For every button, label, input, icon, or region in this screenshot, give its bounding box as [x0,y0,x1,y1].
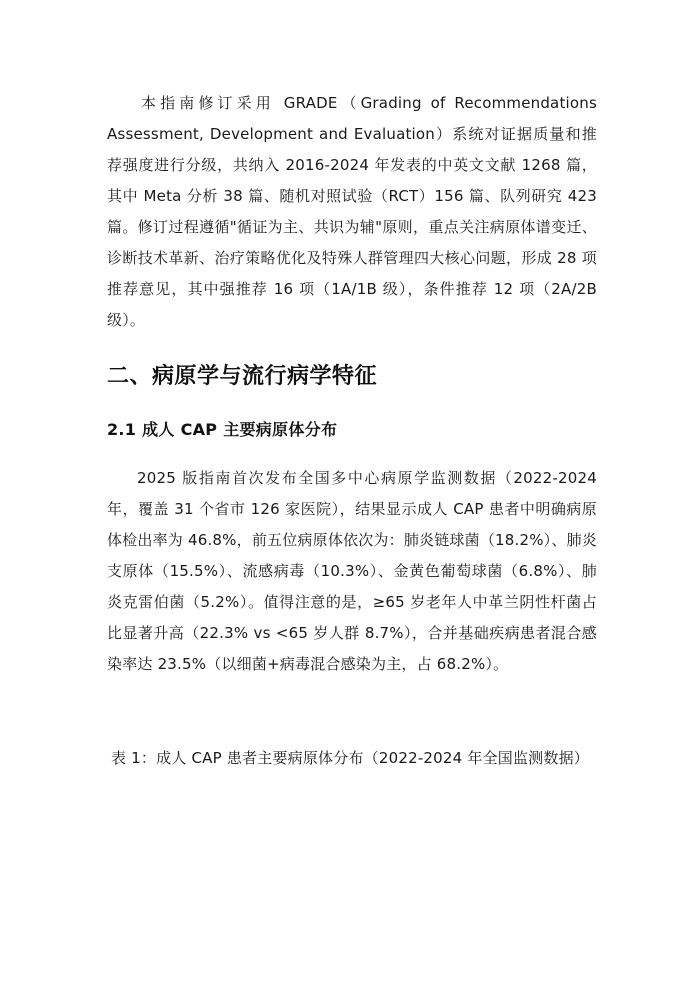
section-heading: 二、病原学与流行病学特征 [107,364,378,389]
subsection-heading: 2.1 成人 CAP 主要病原体分布 [107,420,338,439]
pathogen-paragraph [107,463,597,680]
intro-paragraph-text: 本指南修订采用 GRADE（Grading of Recommendations Assessment, Development and Evaluation）系统对证据质量和推荐强度进行分级，共纳入 2016-2024 年发表的中英文文献 1268 篇，其中 Meta 分析 38 篇、随机对照试验（RCT）156 篇、队列研究 423 篇。修订过程遵循"循证为主、共识为辅"原则，重点关注病原体谱变迁、诊断技术革新、治疗策略优化及特殊人群管理四大核心问题，形成 28 项推荐意见，其中强推荐 16 项（1A/1B 级），条件推荐 12 项（2A/2B 级）。 [107,94,597,329]
intro-paragraph [107,88,597,336]
pathogen-paragraph-text: 2025 版指南首次发布全国多中心病原学监测数据（2022-2024 年，覆盖 31 个省市 126 家医院），结果显示成人 CAP 患者中明确病原体检出率为 46.8%，前五位病原体依次为：肺炎链球菌（18.2%）、肺炎支原体（15.5%）、流感病毒（10.3%）、金黄色葡萄球菌（6.8%）、肺炎克雷伯菌（5.2%）。值得注意的是，≥65 岁老年人中革兰阴性杆菌占比显著升高（22.3% vs <65 岁人群 8.7%），合并基础疾病患者混合感染率达 23.5%（以细菌+病毒混合感染为主，占 68.2%）。 [107,469,597,673]
table-caption: 表 1：成人 CAP 患者主要病原体分布（2022-2024 年全国监测数据） [111,749,589,767]
